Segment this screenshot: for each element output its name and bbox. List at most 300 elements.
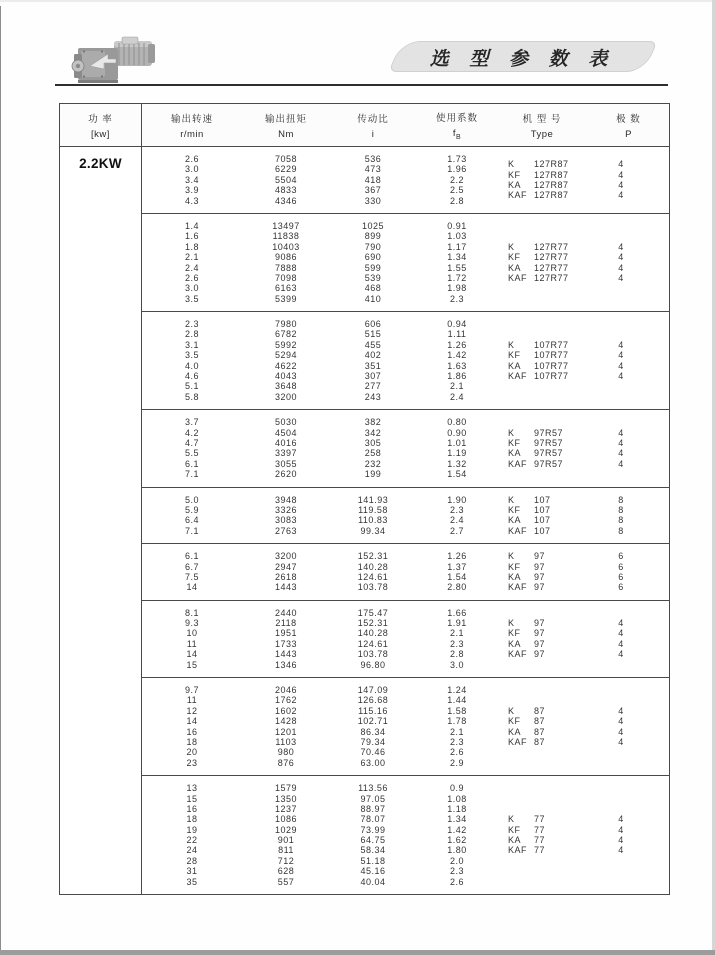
poles-cell: 4	[618, 726, 624, 737]
poles-cell: 4	[618, 618, 624, 629]
speed-cell: 5.5	[184, 448, 199, 459]
torque-cell: 5399	[274, 293, 298, 304]
speed-cell: 3.4	[184, 174, 199, 185]
speed-cell: 2.8	[184, 329, 199, 340]
table-row	[142, 164, 498, 174]
type-prefix: KAF	[508, 272, 528, 283]
service-factor-cell: 1.98	[447, 283, 467, 294]
selection-table	[59, 103, 670, 895]
scan-edge-top	[0, 0, 715, 2]
ratio-cell: 147.09	[357, 685, 389, 696]
type-size: 97	[534, 638, 546, 649]
type-prefix: K	[508, 494, 515, 505]
speed-cell: 11	[186, 638, 198, 649]
service-factor-cell: 1.17	[447, 241, 467, 252]
service-factor-cell: 1.63	[447, 360, 467, 371]
numeric-rows	[142, 551, 498, 593]
table-row	[142, 783, 498, 793]
numeric-rows	[142, 783, 498, 887]
poles-cell: 4	[618, 190, 624, 201]
type-row	[508, 190, 669, 200]
torque-cell: 1029	[274, 824, 298, 835]
ratio-cell: 418	[364, 174, 382, 185]
ratio-cell: 536	[364, 154, 382, 164]
ratio-cell: 258	[364, 448, 382, 459]
table-row	[142, 794, 498, 804]
type-prefix: KA	[508, 515, 522, 526]
header-rule	[55, 84, 668, 86]
type-size: 107R77	[534, 360, 569, 371]
type-row	[508, 170, 669, 180]
speed-cell: 23	[186, 757, 198, 768]
power-column	[60, 147, 142, 894]
torque-cell: 1086	[274, 814, 298, 825]
speed-cell: 18	[186, 736, 198, 747]
poles-cell: 4	[618, 350, 624, 361]
type-size: 107R77	[534, 371, 569, 382]
speed-cell: 15	[186, 659, 198, 670]
torque-cell: 4346	[274, 195, 298, 206]
ratio-cell: 367	[364, 185, 382, 196]
service-factor-cell: 1.54	[447, 469, 467, 480]
speed-cell: 7.1	[184, 525, 199, 536]
header-power	[60, 104, 142, 146]
numeric-rows	[142, 154, 498, 206]
table-row	[142, 417, 498, 427]
type-prefix: KF	[508, 504, 521, 515]
service-factor-cell: 2.1	[449, 628, 464, 639]
torque-cell: 2618	[274, 571, 298, 582]
table-row	[142, 695, 498, 705]
poles-cell: 8	[618, 494, 624, 505]
numeric-rows	[142, 319, 498, 402]
ratio-cell: 232	[364, 458, 382, 469]
table-row	[142, 716, 498, 726]
type-rows	[498, 685, 669, 768]
speed-cell: 19	[186, 824, 198, 835]
service-factor-cell: 1.19	[447, 448, 467, 459]
type-row	[508, 835, 669, 845]
speed-cell: 7.1	[184, 469, 199, 480]
service-factor-cell: 1.18	[447, 803, 467, 814]
torque-cell: 1762	[274, 695, 298, 706]
numeric-rows	[142, 495, 498, 537]
ratio-cell: 86.34	[360, 726, 386, 737]
ratio-cell: 103.78	[357, 649, 389, 660]
type-size: 107	[534, 525, 551, 536]
table-row	[142, 196, 498, 206]
service-factor-cell: 2.6	[449, 747, 464, 758]
service-factor-cell: 2.8	[449, 195, 464, 206]
table-row	[142, 319, 498, 329]
torque-cell: 2763	[274, 525, 298, 536]
speed-cell: 3.5	[184, 350, 199, 361]
ratio-cell: 790	[364, 241, 382, 252]
type-size: 127R77	[534, 262, 569, 273]
type-prefix: KF	[508, 561, 521, 572]
service-factor-cell: 1.58	[447, 705, 467, 716]
service-factor-cell: 1.03	[447, 231, 467, 242]
service-factor-cell: 2.4	[449, 391, 464, 402]
torque-cell: 7980	[274, 319, 298, 330]
ratio-cell: 141.93	[357, 494, 389, 505]
table-row	[142, 505, 498, 515]
type-row	[508, 371, 669, 381]
header-torque: 输出扭矩 Nm	[264, 113, 307, 140]
poles-cell: 4	[618, 169, 624, 180]
numeric-rows	[142, 221, 498, 304]
speed-cell: 9.3	[184, 618, 199, 629]
service-factor-cell: 1.78	[447, 716, 467, 727]
type-size: 107	[534, 494, 551, 505]
torque-cell: 876	[277, 757, 295, 768]
type-row	[508, 448, 669, 458]
type-size: 127R87	[534, 179, 569, 190]
speed-cell: 3.0	[184, 164, 199, 175]
type-row	[508, 263, 669, 273]
ratio-cell: 606	[364, 319, 382, 330]
type-size: 97R57	[534, 437, 564, 448]
speed-cell: 12	[186, 705, 198, 716]
type-size: 127R87	[534, 159, 569, 170]
ratio-cell: 539	[364, 272, 382, 283]
ratio-cell: 103.78	[357, 582, 389, 593]
type-size: 127R77	[534, 272, 569, 283]
torque-cell: 3948	[274, 494, 298, 505]
torque-cell: 4504	[274, 427, 298, 438]
torque-cell: 3397	[274, 448, 298, 459]
torque-cell: 1579	[274, 783, 298, 794]
type-prefix: KA	[508, 262, 522, 273]
type-row	[508, 340, 669, 350]
service-factor-cell: 0.91	[447, 220, 467, 231]
type-row	[508, 459, 669, 469]
poles-cell: 4	[618, 427, 624, 438]
speed-cell: 5.9	[184, 504, 199, 515]
type-size: 107R77	[534, 350, 569, 361]
table-row	[142, 866, 498, 876]
power-rating-label: 2.2KW	[79, 156, 122, 171]
speed-cell: 5.0	[184, 494, 199, 505]
poles-cell: 4	[618, 371, 624, 382]
ratio-cell: 152.31	[357, 618, 389, 629]
type-rows	[498, 417, 669, 479]
ratio-cell: 307	[364, 371, 382, 382]
service-factor-cell: 1.26	[447, 551, 467, 562]
service-factor-cell: 1.55	[447, 262, 467, 273]
type-rows	[498, 783, 669, 887]
type-prefix: KAF	[508, 649, 528, 660]
speed-cell: 28	[186, 855, 198, 866]
section-banner	[383, 40, 661, 73]
speed-cell: 3.0	[184, 283, 199, 294]
numeric-rows	[142, 608, 498, 670]
torque-cell: 901	[277, 835, 295, 846]
type-row	[508, 649, 669, 659]
torque-cell: 5992	[274, 339, 298, 350]
ratio-cell: 126.68	[357, 695, 389, 706]
table-row	[142, 231, 498, 241]
speed-cell: 2.6	[184, 154, 199, 164]
type-size: 127R77	[534, 252, 569, 263]
ratio-cell: 175.47	[357, 607, 389, 618]
ratio-cell: 88.97	[360, 803, 386, 814]
table-row	[142, 221, 498, 231]
poles-cell: 4	[618, 272, 624, 283]
table-row	[142, 283, 498, 293]
torque-cell: 1237	[274, 803, 298, 814]
service-factor-cell: 2.3	[449, 293, 464, 304]
type-prefix: K	[508, 241, 515, 252]
table-row	[142, 737, 498, 747]
service-factor-cell: 2.9	[449, 757, 464, 768]
torque-cell: 3648	[274, 381, 298, 392]
speed-cell: 7.5	[184, 571, 199, 582]
speed-block	[142, 677, 669, 775]
torque-cell: 811	[278, 845, 294, 856]
type-prefix: KF	[508, 169, 521, 180]
table-row	[142, 185, 498, 195]
service-factor-cell: 1.37	[447, 561, 467, 572]
torque-cell: 7888	[274, 262, 298, 273]
ratio-cell: 342	[364, 427, 382, 438]
speed-block	[142, 775, 669, 894]
table-row	[142, 562, 498, 572]
table-row	[142, 361, 498, 371]
torque-cell: 1346	[274, 659, 298, 670]
service-factor-cell: 0.9	[449, 783, 464, 794]
poles-cell: 4	[618, 458, 624, 469]
service-factor-cell: 2.80	[447, 582, 467, 593]
table-row	[142, 758, 498, 768]
ratio-cell: 351	[364, 360, 382, 371]
ratio-cell: 40.04	[360, 876, 386, 887]
type-prefix: KA	[508, 179, 522, 190]
speed-cell: 2.4	[184, 262, 199, 273]
speed-cell: 18	[186, 814, 198, 825]
poles-cell: 6	[618, 582, 624, 593]
speed-block	[142, 543, 669, 600]
service-factor-cell: 1.42	[447, 350, 467, 361]
speed-cell: 3.5	[184, 293, 199, 304]
type-rows	[498, 495, 669, 537]
speed-cell: 14	[186, 649, 198, 660]
type-row	[508, 737, 669, 747]
poles-cell: 4	[618, 824, 624, 835]
ratio-cell: 45.16	[360, 866, 386, 877]
speed-cell: 5.8	[184, 391, 199, 402]
torque-cell: 3200	[274, 551, 298, 562]
speed-cell: 4.6	[184, 371, 199, 382]
speed-cell: 6.7	[184, 561, 199, 572]
type-size: 97	[534, 561, 546, 572]
numeric-rows	[142, 685, 498, 768]
ratio-cell: 73.99	[360, 824, 386, 835]
type-prefix: KAF	[508, 371, 528, 382]
poles-cell: 4	[618, 241, 624, 252]
torque-cell: 6782	[274, 329, 298, 340]
table-row	[142, 428, 498, 438]
type-rows	[498, 551, 669, 593]
type-size: 97R57	[534, 448, 564, 459]
type-prefix: KAF	[508, 458, 528, 469]
speed-cell: 2.1	[184, 252, 199, 263]
speed-cell: 4.3	[184, 195, 199, 206]
table-row	[142, 438, 498, 448]
ratio-cell: 330	[364, 195, 382, 206]
speed-cell: 11	[186, 695, 198, 706]
poles-cell: 4	[618, 262, 624, 273]
type-size: 77	[534, 835, 546, 846]
poles-cell: 4	[618, 252, 624, 263]
type-row	[508, 252, 669, 262]
ratio-cell: 78.07	[360, 814, 386, 825]
header-speed: 输出转速 r/min	[170, 113, 213, 140]
service-factor-cell: 1.34	[447, 252, 467, 263]
table-header-row	[60, 104, 669, 147]
table-row	[142, 515, 498, 525]
service-factor-cell: 2.1	[449, 381, 464, 392]
scan-edge-left	[0, 6, 1, 955]
speed-cell: 20	[186, 747, 198, 758]
torque-cell: 13497	[272, 220, 300, 231]
service-factor-cell: 2.2	[449, 174, 464, 185]
service-factor-cell: 1.91	[447, 618, 467, 629]
table-row	[142, 469, 498, 479]
speed-cell: 5.1	[184, 381, 199, 392]
ratio-cell: 124.61	[357, 571, 389, 582]
speed-block	[142, 409, 669, 486]
type-size: 127R87	[534, 190, 569, 201]
ratio-cell: 99.34	[360, 525, 386, 536]
torque-cell: 7058	[274, 154, 298, 164]
scan-edge-bottom	[0, 950, 715, 955]
speed-cell: 14	[186, 716, 198, 727]
table-row	[142, 877, 498, 887]
table-row	[142, 448, 498, 458]
table-row	[142, 392, 498, 402]
service-factor-cell: 3.0	[449, 659, 464, 670]
type-row	[508, 716, 669, 726]
type-row	[508, 562, 669, 572]
speed-cell: 9.7	[184, 685, 199, 696]
type-size: 107	[534, 504, 551, 515]
service-factor-cell: 1.80	[447, 845, 467, 856]
type-rows	[498, 154, 669, 206]
service-factor-cell: 1.26	[447, 339, 467, 350]
table-body	[60, 147, 669, 894]
speed-cell: 10	[186, 628, 198, 639]
torque-cell: 1103	[275, 736, 297, 747]
torque-cell: 1201	[274, 726, 298, 737]
type-row	[508, 180, 669, 190]
type-size: 77	[534, 845, 546, 856]
ratio-cell: 79.34	[360, 736, 386, 747]
type-size: 87	[534, 736, 546, 747]
table-row	[142, 825, 498, 835]
type-prefix: K	[508, 814, 515, 825]
type-rows	[498, 221, 669, 304]
torque-cell: 3326	[274, 504, 298, 515]
page-title: 选 型 参 数 表	[429, 48, 615, 70]
ratio-cell: 64.75	[360, 835, 386, 846]
type-prefix: K	[508, 705, 515, 716]
numeric-rows	[142, 417, 498, 479]
ratio-cell: 599	[364, 262, 382, 273]
type-row	[508, 628, 669, 638]
table-row	[142, 252, 498, 262]
poles-cell: 6	[618, 561, 624, 572]
torque-cell: 1602	[274, 705, 298, 716]
type-rows	[498, 608, 669, 670]
ratio-cell: 96.80	[360, 659, 386, 670]
ratio-cell: 70.46	[360, 747, 386, 758]
torque-cell: 11838	[272, 231, 300, 242]
ratio-cell: 124.61	[357, 638, 389, 649]
table-row	[142, 242, 498, 252]
service-factor-cell: 1.62	[447, 835, 467, 846]
ratio-cell: 102.71	[357, 716, 389, 727]
type-row	[508, 845, 669, 855]
speed-cell: 16	[186, 726, 198, 737]
torque-cell: 1733	[274, 638, 298, 649]
service-factor-cell: 2.0	[449, 855, 464, 866]
type-prefix: KF	[508, 437, 521, 448]
ratio-cell: 473	[364, 164, 382, 175]
torque-cell: 9086	[274, 252, 298, 263]
type-row	[508, 159, 669, 169]
poles-cell: 4	[618, 437, 624, 448]
speed-cell: 13	[186, 783, 198, 794]
table-row	[142, 350, 498, 360]
service-factor-cell: 0.94	[447, 319, 467, 330]
header-columns	[142, 104, 671, 146]
type-size: 107	[534, 515, 551, 526]
speed-cell: 8.1	[184, 607, 199, 618]
type-prefix: K	[508, 159, 515, 170]
speed-cell: 6.4	[184, 515, 199, 526]
speed-block	[142, 600, 669, 677]
service-factor-cell: 1.32	[447, 458, 467, 469]
poles-cell: 4	[618, 159, 624, 170]
ratio-cell: 243	[364, 391, 382, 402]
type-size: 87	[534, 726, 546, 737]
ratio-cell: 402	[364, 350, 382, 361]
table-row	[142, 618, 498, 628]
torque-cell: 1443	[274, 582, 298, 593]
type-row	[508, 727, 669, 737]
service-factor-cell: 1.11	[447, 329, 467, 340]
ratio-cell: 690	[364, 252, 382, 263]
type-row	[508, 350, 669, 360]
ratio-cell: 58.34	[360, 845, 386, 856]
table-row	[142, 706, 498, 716]
ratio-cell: 305	[364, 437, 382, 448]
type-size: 97R57	[534, 458, 564, 469]
table-row	[142, 340, 498, 350]
ratio-cell: 110.83	[358, 515, 388, 526]
table-row	[142, 628, 498, 638]
speed-cell: 3.7	[184, 417, 199, 428]
poles-cell: 4	[618, 638, 624, 649]
type-size: 87	[534, 705, 546, 716]
service-factor-cell: 1.86	[447, 371, 467, 382]
service-factor-cell: 1.90	[447, 494, 467, 505]
type-prefix: KA	[508, 835, 522, 846]
type-prefix: KA	[508, 360, 522, 371]
torque-cell: 10403	[272, 241, 300, 252]
type-prefix: K	[508, 339, 515, 350]
